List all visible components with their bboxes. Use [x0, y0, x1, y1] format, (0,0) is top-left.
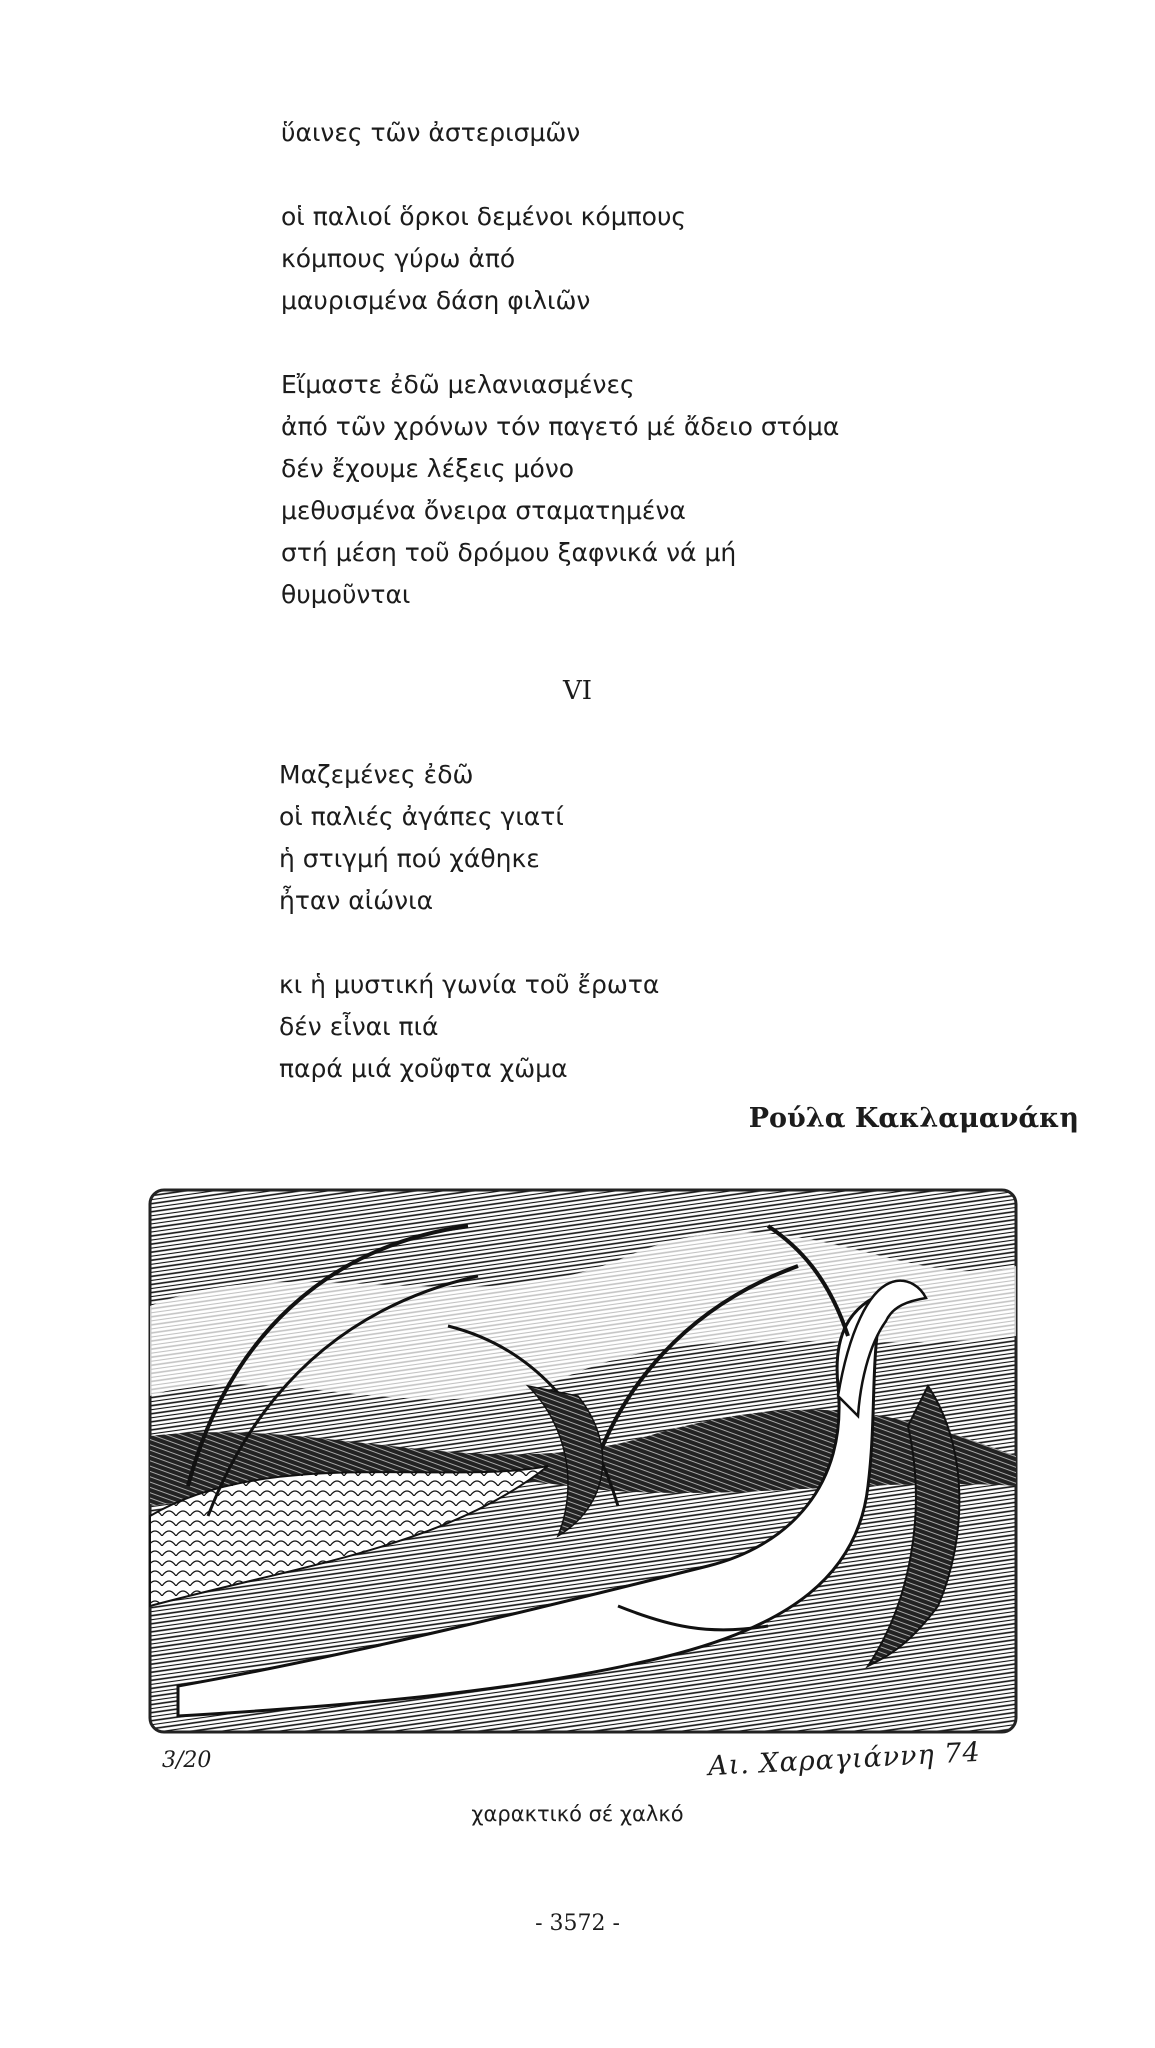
poem-line: θυμοῦνται [281, 580, 411, 609]
image-caption: χαρακτικό σέ χαλκό [471, 1802, 684, 1826]
stanza-5 [279, 964, 939, 1090]
poem-line: οἱ παλιές ἀγάπες γιατί [279, 802, 564, 831]
poem-line: ἡ στιγμή πού χάθηκε [279, 844, 540, 873]
poem-part-1 [281, 112, 941, 616]
section-number: VI [562, 676, 593, 706]
author-name: Ρούλα Κακλαμανάκη [748, 1103, 1079, 1134]
poem-line: Μαζεμένες ἐδῶ [279, 760, 474, 789]
poem-line: μεθυσμένα ὄνειρα σταματημένα [281, 496, 686, 525]
poem-line: δέν εἶναι πιά [279, 1012, 439, 1041]
poem-line: ἀπό τῶν χρόνων τόν παγετό μέ ἄδειο στόμα [281, 412, 840, 441]
poem-line: στή μέση τοῦ δρόμου ξαφνικά νά μή [281, 538, 737, 567]
stanza-2 [281, 196, 941, 322]
stanza-3 [281, 364, 941, 616]
copper-engraving-image [148, 1186, 1018, 1736]
poem-line: ὕαινες τῶν ἀστερισμῶν [281, 118, 581, 147]
page-number: - 3572 - [535, 1911, 620, 1936]
poem-line: Εἴμαστε ἐδῶ μελανιασμένες [281, 370, 635, 399]
artist-signature: Αι. Χαραγιάννη 74 [707, 1736, 982, 1783]
poem-part-2 [279, 754, 939, 1090]
poem-line: παρά μιά χοῦφτα χῶμα [279, 1054, 568, 1083]
poem-line: κόμπους γύρω ἀπό [281, 244, 516, 273]
stanza-4 [279, 754, 939, 922]
stanza-1 [281, 112, 941, 154]
poem-line: κι ἡ μυστική γωνία τοῦ ἔρωτα [279, 970, 660, 999]
edition-number: 3/20 [162, 1748, 212, 1773]
poem-line: μαυρισμένα δάση φιλιῶν [281, 286, 591, 315]
poem-line: ἦταν αἰώνια [279, 886, 434, 915]
poem-line: δέν ἔχουμε λέξεις μόνο [281, 454, 575, 483]
poem-line: οἱ παλιοί ὅρκοι δεμένοι κόμπους [281, 202, 687, 231]
